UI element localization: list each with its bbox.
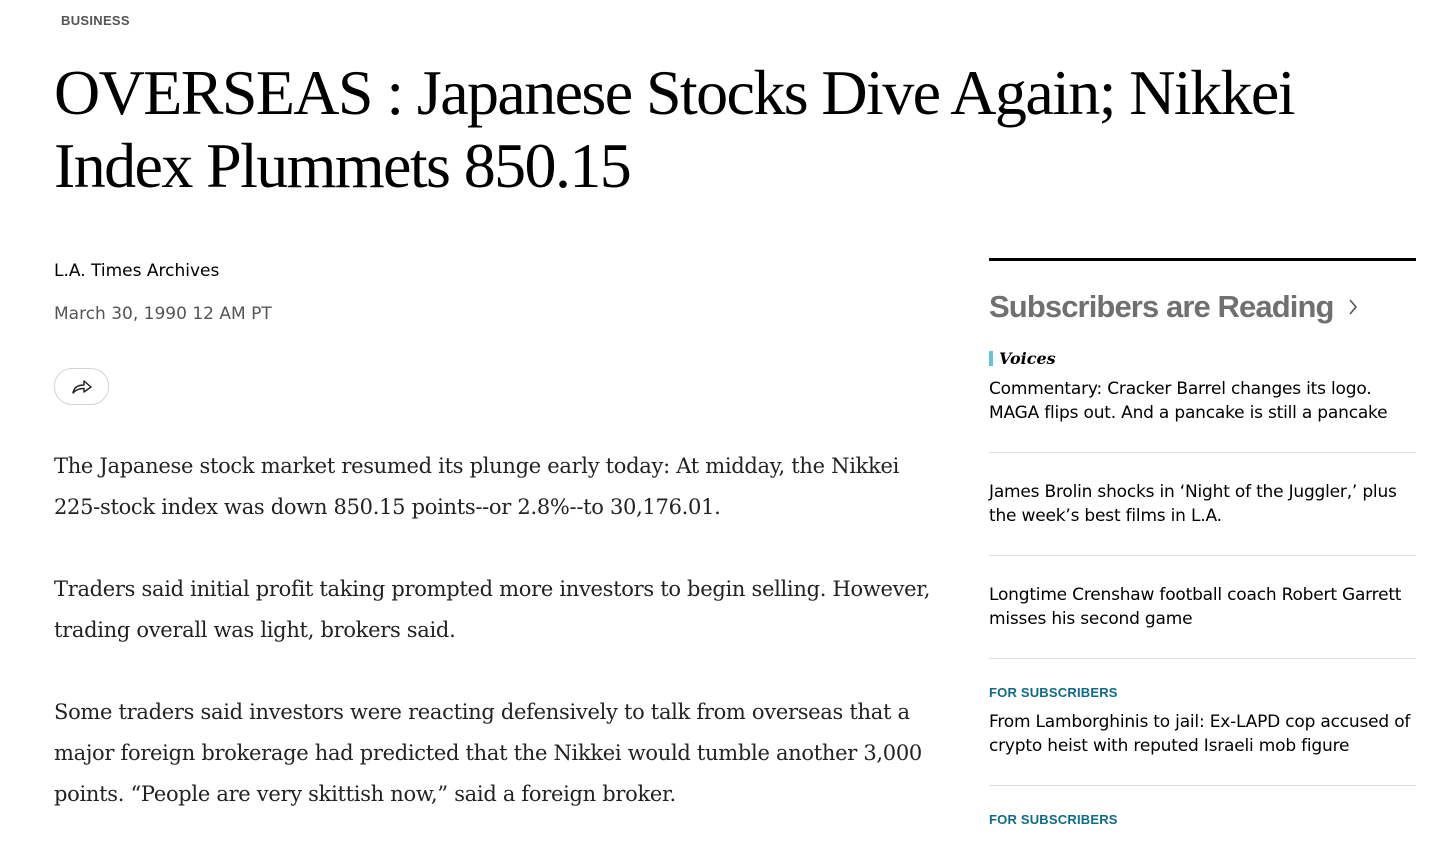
article-body xyxy=(54,446,934,856)
sidebar-item xyxy=(989,556,1416,659)
kicker-for-subscribers[interactable]: FOR SUBSCRIBERS xyxy=(989,812,1118,827)
sidebar-item-link[interactable]: James Brolin shocks in ‘Night of the Juggler,’ plus the week’s best films in L.A. xyxy=(989,482,1397,526)
share-button[interactable] xyxy=(54,368,109,405)
sidebar-subscribers-reading xyxy=(989,258,1416,837)
kicker-label: Voices xyxy=(999,349,1056,368)
sidebar-item-link[interactable]: Commentary: Cracker Barrel changes its logo. MAGA flips out. And a pancake is still a pancake xyxy=(989,379,1388,423)
byline[interactable]: L.A. Times Archives xyxy=(54,261,220,281)
kicker-accent-bar xyxy=(989,351,993,366)
sidebar-item xyxy=(989,659,1416,786)
headline: OVERSEAS : Japanese Stocks Dive Again; Nikkei Index Plummets 850.15 xyxy=(54,57,1294,201)
sidebar-item-link[interactable]: From Lamborghinis to jail: Ex-LAPD cop accused of crypto heist with reputed Israeli mob figure xyxy=(989,712,1411,756)
sidebar-item xyxy=(989,453,1416,556)
kicker-for-subscribers[interactable]: FOR SUBSCRIBERS xyxy=(989,685,1118,700)
body-paragraph: The Japanese stock market resumed its plunge early today: At midday, the Nikkei 225-stock index was down 850.15 points--or 2.8%--to 30,176.01. xyxy=(54,454,900,519)
sidebar-item-link[interactable]: Longtime Crenshaw football coach Robert Garrett misses his second game xyxy=(989,585,1402,629)
chevron-right-icon xyxy=(1348,298,1358,316)
sidebar-item xyxy=(989,786,1416,827)
sidebar-title: Subscribers are Reading xyxy=(989,289,1334,324)
sidebar-item xyxy=(989,349,1416,453)
sidebar-heading-link[interactable] xyxy=(989,289,1416,325)
kicker-voices[interactable] xyxy=(989,349,1416,368)
section-label[interactable]: BUSINESS xyxy=(61,13,130,28)
dateline: March 30, 1990 12 AM PT xyxy=(54,304,272,324)
body-paragraph: Traders said initial profit taking prompted more investors to begin selling. However, trading overall was light, brokers said. xyxy=(54,577,931,642)
share-arrow-icon xyxy=(70,379,94,395)
body-paragraph: Some traders said investors were reacting defensively to talk from overseas that a major foreign brokerage had predicted that the Nikkei would tumble another 3,000 points. “People are very skittish now,” said a foreign broker. xyxy=(54,700,922,806)
